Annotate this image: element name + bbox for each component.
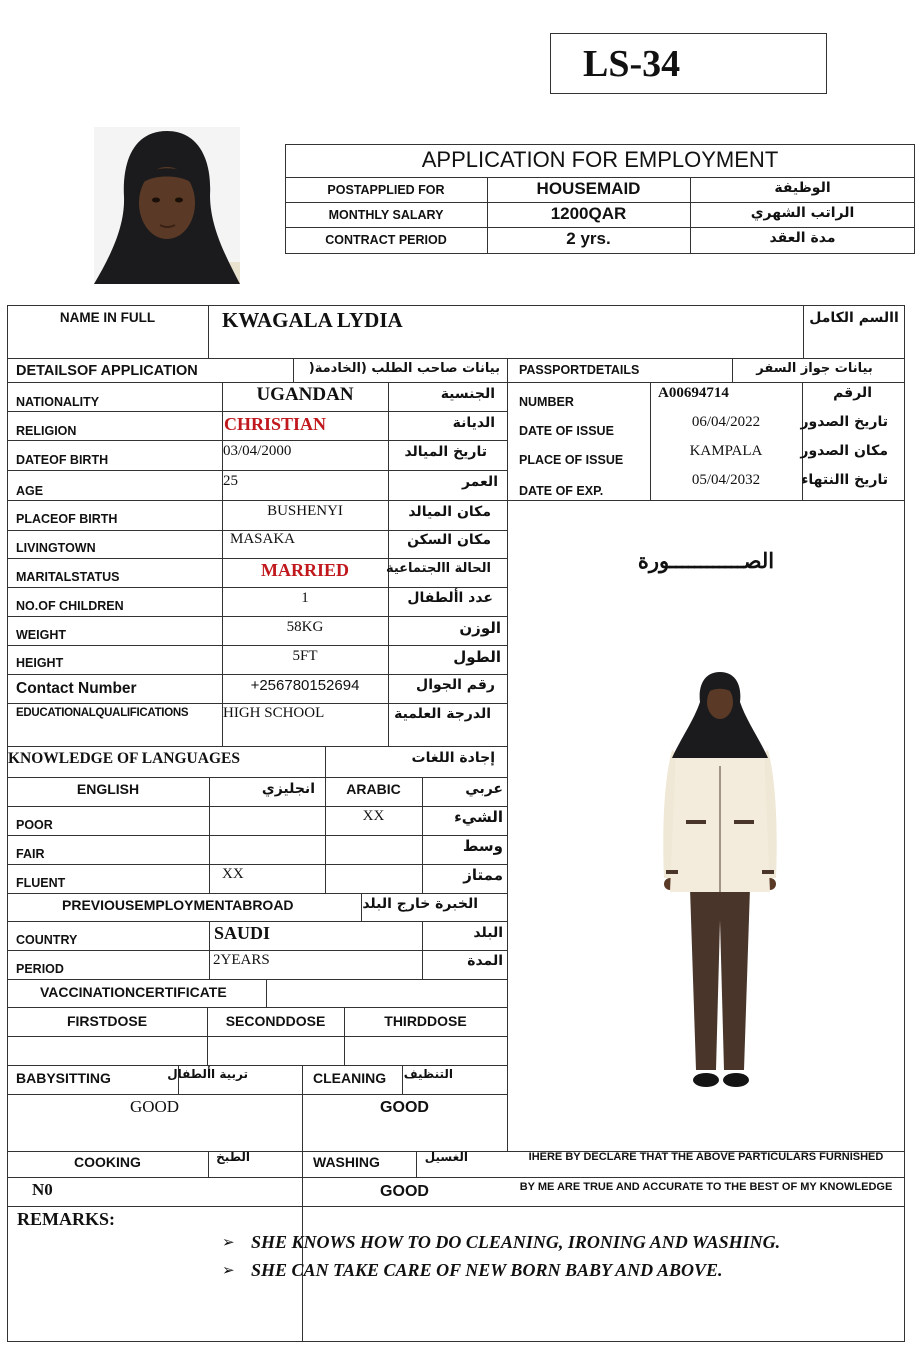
details-label: DETAILSOF APPLICATION — [16, 363, 198, 379]
second-dose-label: SECONDDOSE — [225, 1013, 326, 1029]
vaccination-label: VACCINATIONCERTIFICATE — [40, 984, 227, 1000]
salary-value: 1200QAR — [550, 204, 627, 223]
level-poor-arabic: XX — [362, 808, 385, 824]
age-arabic: العمر — [461, 474, 498, 490]
third-dose-label: THIRDDOSE — [384, 1013, 467, 1029]
dob-label: DATEOF BIRTH — [16, 453, 109, 467]
level-poor-ar-label: الشيء — [454, 808, 503, 826]
passport-arabic: بيانات جواز السفر — [756, 361, 873, 376]
cleaning-label: CLEANING — [313, 1070, 387, 1086]
period-arabic: المدة — [467, 953, 503, 969]
height-arabic: الطول — [453, 648, 501, 666]
nationality-label: NATIONALITY — [16, 395, 100, 409]
post-label: POSTAPPLIED FOR — [327, 183, 445, 197]
living-value: MASAKA — [230, 531, 296, 547]
languages-arabic: إجادة اللغات — [411, 750, 495, 766]
marital-arabic: الحالة االجتماعية — [385, 561, 491, 576]
expiry-arabic: تاريخ االنتهاء — [801, 472, 888, 488]
weight-label: WEIGHT — [16, 628, 66, 642]
age-value: 25 — [223, 473, 238, 489]
period-value: 2YEARS — [213, 952, 270, 968]
pob-value: BUSHENYI — [267, 503, 343, 519]
living-arabic: مكان السكن — [407, 532, 491, 548]
issue-date-label: DATE OF ISSUE — [519, 424, 614, 438]
children-arabic: عدد األطفال — [407, 590, 493, 606]
nationality-value: UGANDAN — [256, 384, 354, 405]
pob-arabic: مكان الميالد — [408, 504, 491, 520]
level-fluent-english: XX — [222, 866, 244, 882]
cleaning-value: GOOD — [380, 1099, 429, 1116]
application-title: APPLICATION FOR EMPLOYMENT — [421, 147, 779, 172]
languages-label: KNOWLEDGE OF LANGUAGES — [8, 750, 240, 767]
cleaning-arabic: التنظيف — [403, 1067, 453, 1081]
expiry-label: DATE OF EXP. — [519, 484, 604, 498]
name-arabic: االسم الكامل — [809, 310, 899, 326]
babysitting-label: BABYSITTING — [16, 1070, 111, 1086]
salary-arabic: الراتب الشهري — [750, 205, 855, 221]
remark-item-1: SHE KNOWS HOW TO DO CLEANING, IRONING AND WASHING. — [251, 1232, 781, 1252]
passport-number-value: A00694714 — [658, 385, 729, 401]
remark-bullet-2: ➢ — [222, 1262, 235, 1279]
reference-code: LS-34 — [583, 43, 681, 85]
cooking-label: COOKING — [74, 1154, 141, 1170]
country-arabic: البلد — [473, 925, 503, 941]
name-label: NAME IN FULL — [59, 310, 156, 325]
cooking-arabic: الطبخ — [216, 1150, 250, 1164]
level-fluent-label: FLUENT — [16, 876, 66, 890]
remark-bullet-1: ➢ — [222, 1234, 235, 1251]
issue-place-label: PLACE OF ISSUE — [519, 453, 624, 467]
level-fair-ar-label: وسط — [462, 837, 503, 855]
country-value: SAUDI — [214, 923, 271, 943]
cooking-value: N0 — [32, 1180, 53, 1199]
passport-number-label: NUMBER — [519, 395, 574, 409]
contract-arabic: مدة العقد — [769, 230, 836, 246]
weight-value: 58KG — [286, 619, 324, 635]
religion-label: RELIGION — [16, 424, 77, 438]
declaration-line2: BY ME ARE TRUE AND ACCURATE TO THE BEST OF MY KNOWLEDGE — [519, 1181, 893, 1193]
salary-label: MONTHLY SALARY — [328, 208, 444, 222]
age-label: AGE — [16, 484, 44, 498]
reference-box — [550, 33, 827, 94]
marital-label: MARITALSTATUS — [16, 570, 120, 584]
level-poor-label: POOR — [16, 818, 53, 832]
babysitting-arabic: تربية األطفال — [167, 1067, 248, 1081]
contact-label: Contact Number — [16, 680, 137, 697]
contact-arabic: رقم الجوال — [416, 677, 495, 693]
washing-value: GOOD — [380, 1183, 429, 1200]
children-label: NO.OF CHILDREN — [16, 599, 124, 613]
issue-place-value: KAMPALA — [689, 443, 763, 459]
remarks-label: REMARKS: — [17, 1209, 115, 1229]
education-arabic: الدرجة العلمية — [394, 706, 491, 722]
issue-date-arabic: تاريخ الصدور — [800, 414, 888, 430]
height-label: HEIGHT — [16, 656, 64, 670]
children-value: 1 — [301, 590, 309, 606]
arabic-header: ARABIC — [346, 781, 401, 797]
education-value: HIGH SCHOOL — [223, 705, 325, 721]
declaration-line1: IHERE BY DECLARE THAT THE ABOVE PARTICULARS FURNISHED — [528, 1151, 884, 1163]
arabic-arabic: عربي — [465, 781, 503, 797]
details-arabic: بيانات صاحب الطلب (الخادمة( — [308, 361, 500, 376]
washing-arabic: الغسيل — [424, 1150, 468, 1164]
headshot-photo — [94, 127, 240, 284]
issue-place-arabic: مكان الصدور — [800, 443, 888, 459]
first-dose-label: FIRSTDOSE — [66, 1013, 148, 1029]
period-label: PERIOD — [16, 962, 64, 976]
issue-date-value: 06/04/2022 — [691, 414, 761, 430]
nationality-arabic: الجنسية — [440, 386, 495, 402]
pob-label: PLACEOF BIRTH — [16, 512, 118, 526]
english-arabic: انجليزي — [261, 781, 315, 797]
post-value: HOUSEMAID — [536, 179, 641, 198]
marital-value: MARRIED — [261, 560, 349, 580]
living-label: LIVINGTOWN — [16, 541, 96, 555]
expiry-value: 05/04/2032 — [691, 472, 761, 488]
dob-arabic: تاريخ الميالد — [404, 444, 487, 460]
post-arabic: الوظيفة — [774, 180, 831, 196]
country-label: COUNTRY — [16, 933, 78, 947]
photo-caption: الصــــــــــــورة — [637, 548, 775, 573]
full-body-photo — [650, 670, 790, 1100]
passport-label: PASSPORTDETAILS — [519, 363, 640, 377]
religion-arabic: الديانة — [452, 415, 495, 431]
babysitting-value: GOOD — [129, 1097, 180, 1116]
passport-number-arabic: الرقم — [833, 385, 872, 401]
previous-label: PREVIOUSEMPLOYMENTABROAD — [62, 897, 294, 913]
religion-value: CHRISTIAN — [224, 414, 327, 434]
previous-arabic: الخبرة خارج البلد — [362, 896, 478, 912]
contract-value: 2 yrs. — [566, 229, 611, 248]
contact-value: +256780152694 — [250, 677, 360, 694]
english-header: ENGLISH — [76, 781, 140, 797]
education-label: EDUCATIONALQUALIFICATIONS — [16, 707, 189, 719]
dob-value: 03/04/2000 — [223, 443, 292, 459]
name-value: KWAGALA LYDIA — [222, 308, 403, 332]
contract-label: CONTRACT PERIOD — [325, 233, 447, 247]
weight-arabic: الوزن — [459, 619, 501, 637]
level-fluent-ar-label: ممتاز — [463, 866, 503, 884]
height-value: 5FT — [292, 648, 318, 664]
remark-item-2: SHE CAN TAKE CARE OF NEW BORN BABY AND ABOVE. — [251, 1260, 723, 1280]
washing-label: WASHING — [313, 1154, 380, 1170]
level-fair-label: FAIR — [16, 847, 45, 861]
